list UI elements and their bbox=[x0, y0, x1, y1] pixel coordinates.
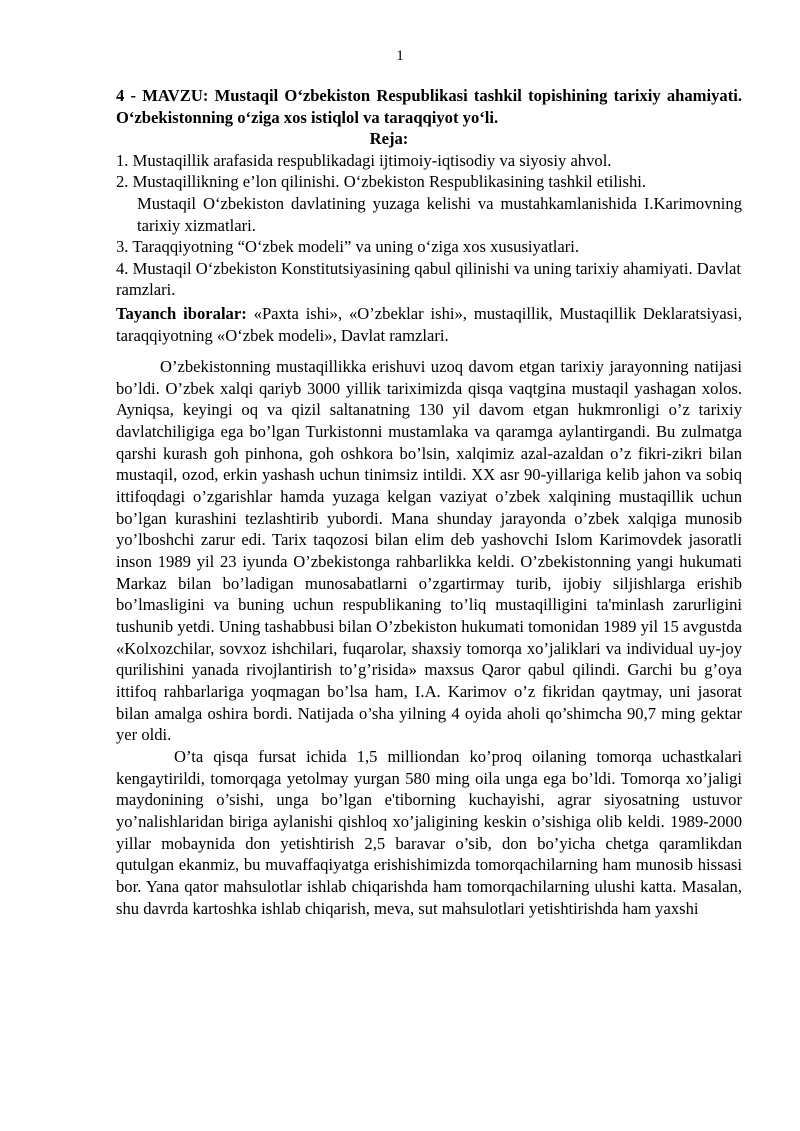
plan-item-text: Mustaqillik arafasida respublikadagi ijtimoiy-iqtisodiy va siyosiy ahvol. bbox=[132, 150, 612, 170]
plan-item-text: Mustaqil O‘zbekiston Konstitutsiyasining qabul qilinishi va uning tarixiy ahamiyati. Davlat ramzlari. bbox=[116, 258, 741, 300]
keywords-label: Tayanch iboralar: bbox=[116, 303, 247, 323]
page-number: 1 bbox=[396, 48, 404, 64]
plan-item bbox=[116, 171, 742, 236]
plan-heading: Reja: bbox=[369, 129, 409, 149]
body-text bbox=[116, 356, 742, 919]
topic-title: 4 - MAVZU: Mustaqil O‘zbekiston Respublikasi tashkil topishining tarixiy ahamiyati. O‘zbekistonning o‘ziga xos istiqlol va taraqqiyot yo‘li. bbox=[116, 86, 742, 127]
plan-list bbox=[116, 150, 742, 301]
plan-item-text: Mustaqillikning e’lon qilinishi. O‘zbekiston Respublikasining tashkil etilishi. bbox=[132, 172, 647, 192]
plan-item bbox=[116, 258, 742, 301]
plan-item-text-continued: Mustaqil O‘zbekiston davlatining yuzaga kelishi va mustahkamlanishida I.Karimovning tarixiy xizmatlari. bbox=[137, 193, 742, 235]
keywords bbox=[116, 303, 742, 346]
paragraph: O’zbekistonning mustaqillikka erishuvi uzoq davom etgan tarixiy jarayonning natijasi bo’ldi. O’zbek xalqi qariyb 3000 yillik tariximizda qisqa vaqtgina mustaqil yashagan xolos. Ayniqsa, keyingi oq va qizil saltanatning 130 yil davom etgan hukmronligi o’z tarixiy davlatchiligiga ega bo’lgan Turkistonni mustamlaka va qaramga aylantirgandi. Bu zulmatga qarshi kurash goh pinhona, goh oshkora bo’lsin, xalqimiz azal-azaldan o’z fikri-zikri bilan mustaqil, ozod, erkin yashash uchun tinimsiz intildi. XX asr 90-yillariga kelib jahon va sobiq ittifoqdagi o’zgarishlar hamda yuzaga kelgan vaziyat o’zbek xalqining mustaqillik uchun bo’lgan kurashini tezlashtirib yubordi. Mana shunday jarayonda o’zbek xalqiga munosib yo’lboshchi zarur edi. Tarix taqozosi bilan elim deb yashovchi Islom Karimovdek jasoratli inson 1989 yil 23 iyunda O’zbekistonga rahbarlikka keldi. O’zbekistonning yangi hukumati Markaz bilan bo’ladigan munosabatlarni o’zgartirmay turib, ijobiy siljishlarga erishib bo’lmasligini va buning uchun respublikaning to’liq mustaqilligini ta'minlash zarurligini tushunib yetdi. Uning tashabbusi bilan O’zbekiston hukumati tomonidan 1989 yil 15 avgustda «Kolxozchilar, sovxoz ishchilari, fuqarolar, shaxsiy tomorqa xo’jaliklari va individual uy-joy qurilishini yanada rivojlantirish to’g’risida» maxsus Qaror qabul qilindi. Garchi bu g’oya ittifoq rahbarlariga yoqmagan bo’lsa ham, I.A. Karimov o’z fikridan qaytmay, uni jasorat bilan amalga oshira bordi. Natijada o’sha yilning 4 oyida aholi qo’shimcha 90,7 ming gektar yer oldi. bbox=[116, 357, 742, 745]
plan-item-number: 2. bbox=[116, 172, 129, 192]
document-content bbox=[116, 85, 742, 919]
plan-item-text: Taraqqiyotning “O‘zbek modeli” va uning o‘ziga xos xususiyatlari. bbox=[132, 237, 580, 257]
plan-item-number: 4. bbox=[116, 258, 129, 278]
keywords-text: «Paxta ishi», «O’zbeklar ishi», mustaqillik, Mustaqillik Deklaratsiyasi, taraqqiyotning «O‘zbek modeli», Davlat ramzlari. bbox=[116, 303, 742, 345]
plan-item bbox=[116, 150, 742, 172]
plan-item-number: 1. bbox=[116, 150, 129, 170]
plan-item bbox=[116, 236, 742, 258]
plan-item-number: 3. bbox=[116, 237, 129, 257]
paragraph: O’ta qisqa fursat ichida 1,5 milliondan ko’proq oilaning tomorqa uchastkalari kengaytirildi, tomorqaga yetolmay yurgan 580 ming oila unga ega bo’ldi. Tomorqa xo’jaligi maydonining o’sishi, unga bo’lgan e'tiborning kuchayishi, agrar siyosatning ustuvor yo’nalishlaridan biriga aylanishi qishloq xo’jaligining keskin o’sishiga olib keldi. 1989-2000 yillar mobaynida don yetishtirish 2,5 baravar o’sib, don bo’yicha chetga qaramlikdan qutulgan ekanmiz, bu muvaffaqiyatga erishishimizda tomorqachilarning ham munosib hissasi bor. Yana qator mahsulotlar ishlab chiqarishda ham tomorqachilarning ulushi katta. Masalan, shu davrda kartoshka ishlab chiqarish, meva, sut mahsulotlari yetishtirishda ham yaxshi bbox=[116, 746, 742, 918]
